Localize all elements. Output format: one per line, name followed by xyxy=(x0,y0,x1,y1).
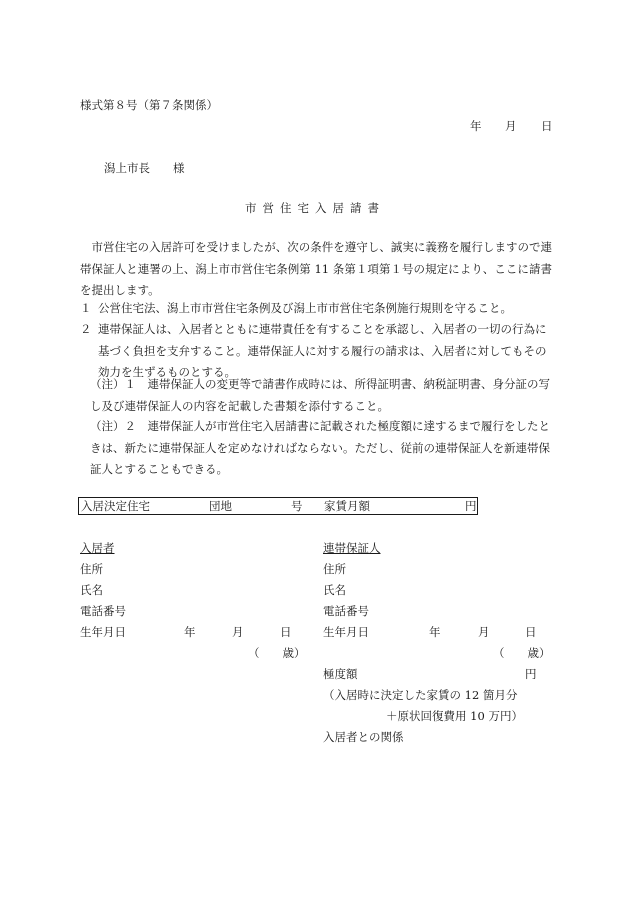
housing-decision-box xyxy=(78,497,478,515)
addressee: 潟上市長 様 xyxy=(104,161,185,175)
yen-label: 円 xyxy=(465,499,477,513)
note-body: 連帯保証人の変更等で請書作成時には、所得証明書、納税証明書、身分証の写し及び連帯保証人の内容を記載した書類を添付すること。 xyxy=(90,377,550,413)
guarantor-address-label: 住所 xyxy=(323,562,346,576)
tenant-phone-label: 電話番号 xyxy=(80,604,126,618)
tenant-address-label: 住所 xyxy=(80,562,103,576)
note-text xyxy=(80,416,552,481)
note-item-2 xyxy=(80,416,552,481)
limit-note-line2: ＋原状回復費用 10 万円） xyxy=(386,709,523,723)
condition-number: １ xyxy=(80,301,92,315)
rent-label: 家賃月額 xyxy=(324,499,370,513)
tenant-birth-month: 月 xyxy=(232,625,244,639)
tenant-name-label: 氏名 xyxy=(80,583,103,597)
note-text xyxy=(80,374,552,417)
tenant-heading: 入居者 xyxy=(80,541,115,555)
guarantor-birth-month: 月 xyxy=(478,625,490,639)
limit-label: 極度額 xyxy=(323,667,358,681)
guarantor-birth-day: 日 xyxy=(525,625,537,639)
tenant-birth-day: 日 xyxy=(280,625,292,639)
condition-text: 公営住宅法、潟上市市営住宅条例及び潟上市市営住宅条例施行規則を守ること。 xyxy=(98,301,512,315)
housing-label: 入居決定住宅 xyxy=(81,499,150,513)
danchi-label: 団地 xyxy=(209,499,232,513)
guarantor-phone-label: 電話番号 xyxy=(323,604,369,618)
guarantor-heading: 連帯保証人 xyxy=(323,541,381,555)
intro-paragraph: 市営住宅の入居許可を受けましたが、次の条件を遵守し、誠実に義務を履行しますので連帯保証人と連署の上、潟上市市営住宅条例第 11 条第１項第１号の規定により、ここに請書を提出します。 xyxy=(80,240,552,297)
relation-label: 入居者との関係 xyxy=(323,730,404,744)
limit-note-line1: （入居時に決定した家賃の 12 箇月分 xyxy=(323,688,518,702)
date-month-label: 月 xyxy=(505,119,517,133)
guarantor-age: （ 歳） xyxy=(493,646,551,660)
form-number: 様式第８号（第７条関係） xyxy=(80,98,218,112)
guarantor-birth-year: 年 xyxy=(429,625,441,639)
condition-text: 連帯保証人は、入居者とともに連帯責任を有することを承認し、入居者の一切の行為に基づく負担を支弁すること。連帯保証人に対する履行の請求は、入居者に対してもその効力を生ずるものとする。 xyxy=(98,322,547,379)
limit-yen-label: 円 xyxy=(525,667,537,681)
tenant-birth-label: 生年月日 xyxy=(80,625,126,639)
note-number: （注）１ xyxy=(90,377,136,391)
go-label: 号 xyxy=(291,499,303,513)
tenant-birth-year: 年 xyxy=(184,625,196,639)
guarantor-name-label: 氏名 xyxy=(323,583,346,597)
date-day-label: 日 xyxy=(541,119,553,133)
note-body: 連帯保証人が市営住宅入居請書に記載された極度額に達するまで履行をしたときは、新たに連帯保証人を定めなければならない。ただし、従前の連帯保証人を新連帯保証人とすることもできる。 xyxy=(90,419,550,476)
condition-item-1 xyxy=(80,298,552,320)
note-item-1 xyxy=(80,374,552,417)
note-number: （注）２ xyxy=(90,419,136,433)
document-title: 市営住宅入居請書 xyxy=(245,201,385,215)
date-year-label: 年 xyxy=(470,119,482,133)
guarantor-birth-label: 生年月日 xyxy=(323,625,369,639)
condition-number: ２ xyxy=(80,322,92,336)
tenant-age: （ 歳） xyxy=(248,646,306,660)
